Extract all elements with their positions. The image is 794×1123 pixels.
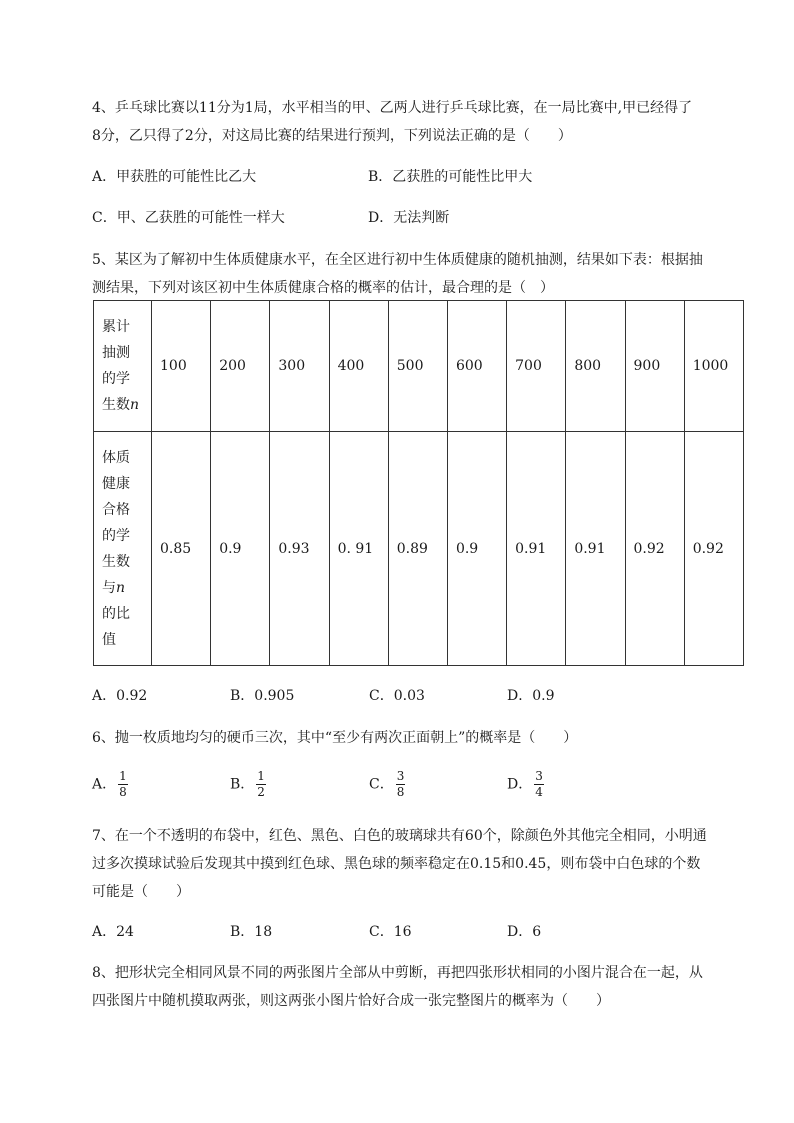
table-row [94, 432, 744, 666]
table-cell: 0.89 [388, 432, 447, 666]
option-label: B． [230, 776, 255, 793]
denominator: 4 [535, 785, 543, 799]
question-7-line-1: 7、在一个不透明的布袋中，红色、黑色、白色的玻璃球共有60个，除颜色外其他完全相同，小明通 [92, 828, 707, 844]
question-8-line-1: 8、把形状完全相同风景不同的两张图片全部从中剪断，再把四张形状相同的小图片混合在一起，从 [92, 965, 703, 981]
header-text: 生数 [102, 397, 130, 413]
header-text: 合格 [102, 501, 130, 518]
table-cell: 800 [566, 301, 625, 432]
question-8-line-2: 四张图片中随机摸取两张，则这两张小图片恰好合成一张完整图片的概率为（ ） [92, 993, 610, 1009]
q5-option-d: D．0.9 [507, 688, 555, 704]
q7-option-b: B．18 [230, 924, 273, 940]
table-cell: 0.85 [152, 432, 211, 666]
fraction [118, 770, 128, 799]
q4-option-a: A．甲获胜的可能性比乙大 [92, 169, 257, 185]
table-cell: 0.92 [684, 432, 743, 666]
table-cell: 0.91 [566, 432, 625, 666]
header-text: 生数 [102, 553, 130, 570]
question-5 [92, 246, 744, 302]
q6-option-c [369, 770, 405, 799]
q7-option-d: D．6 [507, 924, 542, 940]
numerator: 3 [396, 769, 405, 783]
numerator: 1 [119, 769, 127, 783]
question-5-line-1: 5、某区为了解初中生体质健康水平，在全区进行初中生体质健康的随机抽测，结果如下表：根据抽 [92, 252, 703, 268]
option-label: D． [507, 776, 533, 793]
table-cell: 200 [211, 301, 270, 432]
table-header-cell [94, 432, 152, 666]
fraction [534, 770, 544, 799]
q4-option-d: D．无法判断 [368, 210, 450, 226]
table-cell: 0.9 [211, 432, 270, 666]
denominator: 8 [396, 785, 405, 799]
q6-option-b [230, 770, 266, 799]
header-text: 累计 [102, 319, 130, 335]
table-row [94, 301, 744, 432]
table-cell: 700 [507, 301, 566, 432]
q7-option-c: C．16 [369, 924, 412, 940]
table-cell: 400 [329, 301, 388, 432]
question-4 [92, 94, 744, 150]
question-8 [92, 959, 744, 1015]
header-text: 健康 [102, 475, 130, 492]
table-cell: 0.92 [625, 432, 684, 666]
header-text [102, 575, 151, 601]
table-cell: 500 [388, 301, 447, 432]
header-text: 体质 [102, 449, 130, 466]
q5-option-b: B．0.905 [230, 688, 295, 704]
q7-option-a: A．24 [92, 924, 134, 940]
header-text: 抽测 [102, 345, 130, 361]
question-6 [92, 724, 744, 752]
q6-option-a [92, 770, 128, 799]
table-cell: 300 [270, 301, 329, 432]
numerator: 3 [535, 769, 543, 783]
option-label: C． [369, 776, 394, 793]
fraction [396, 770, 406, 799]
question-5-line-2: 测结果，下列对该区初中生体质健康合格的概率的估计，最合理的是（ ） [92, 280, 554, 296]
q4-option-c: C．甲、乙获胜的可能性一样大 [92, 210, 285, 226]
header-text: 值 [102, 631, 116, 648]
question-4-line-2: 8分，乙只得了2分，对这局比赛的结果进行预判，下列说法正确的是（ ） [92, 128, 572, 144]
q5-option-c: C．0.03 [369, 688, 425, 704]
question-7-line-3: 可能是（ ） [92, 884, 190, 900]
table-cell: 1000 [684, 301, 743, 432]
header-text: 的学 [102, 371, 130, 387]
variable-n: n [116, 579, 126, 596]
question-4-line-1: 4、乒乓球比赛以11分为1局，水平相当的甲、乙两人进行乒乓球比赛，在一局比赛中,甲已经得了 [92, 100, 693, 116]
q6-option-d [507, 770, 544, 799]
table-cell: 0.93 [270, 432, 329, 666]
q5-option-a: A．0.92 [92, 688, 148, 704]
table-cell: 0. 91 [329, 432, 388, 666]
table-cell: 100 [152, 301, 211, 432]
variable-n: n [130, 397, 140, 413]
table-cell: 600 [447, 301, 506, 432]
question-7-line-2: 过多次摸球试验后发现其中摸到红色球、黑色球的频率稳定在0.15和0.45，则布袋中白色球的个数 [92, 856, 701, 872]
table-header-cell [94, 301, 152, 432]
question-6-line-1: 6、抛一枚质地均匀的硬币三次，其中“至少有两次正面朝上”的概率是（ ） [92, 730, 578, 746]
header-text: 与 [102, 579, 116, 596]
header-text [102, 392, 151, 418]
denominator: 8 [119, 785, 127, 799]
q4-option-b: B．乙获胜的可能性比甲大 [368, 169, 533, 185]
option-label: A． [92, 776, 117, 793]
denominator: 2 [257, 785, 265, 799]
numerator: 1 [257, 769, 265, 783]
table-cell: 0.91 [507, 432, 566, 666]
data-table [93, 300, 744, 666]
question-7 [92, 822, 744, 906]
fraction [256, 770, 266, 799]
header-text: 的比 [102, 605, 130, 622]
header-text: 的学 [102, 527, 130, 544]
table-cell: 0.9 [447, 432, 506, 666]
table-cell: 900 [625, 301, 684, 432]
